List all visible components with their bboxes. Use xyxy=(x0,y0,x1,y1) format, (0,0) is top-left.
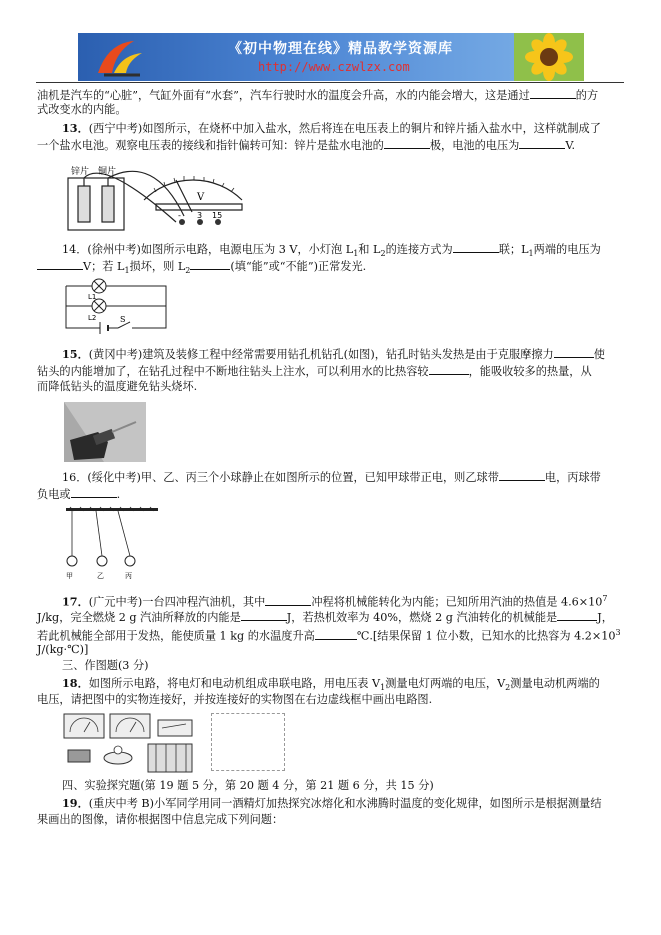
answer-blank xyxy=(37,258,83,270)
q12-line-2: 式改变水的内能。 xyxy=(37,103,127,116)
q17-text-g: ℃.[结果保留 1 位小数，已知水的比热容为 4.2×10 xyxy=(356,629,616,643)
q13-line-1 xyxy=(62,121,601,136)
answer-blank xyxy=(384,137,430,149)
meter-needle xyxy=(176,180,192,212)
q17-text-d: J，若热机效率为 40%，燃烧 2 g 汽油转化的机械能是 xyxy=(286,611,558,624)
meter-symbol: V xyxy=(197,192,205,203)
ball-label-jia: 甲 xyxy=(66,572,73,580)
q14-text: 14．(徐州中考)如图所示电路，电源电压为 3 V，小灯泡 L xyxy=(62,243,354,256)
q16-line-2 xyxy=(37,486,120,502)
q14-text-c: 的连接方式为 xyxy=(385,243,453,256)
q19-number: 19． xyxy=(62,796,89,810)
q14-text-f: V；若 L xyxy=(83,260,125,273)
answer-blank xyxy=(241,609,287,621)
q12-text: 油机是汽车的“心脏”，气缸外面有“水套”，汽车行驶时水的温度会升高，水的内能会增大，这是通过 xyxy=(37,89,530,102)
q14-text-e: 两端的电压为 xyxy=(533,243,601,256)
q18-line-2: 电压，请把图中的实物连接好，并按连接好的实物图在右边虚线框中画出电路图. xyxy=(37,693,433,706)
q17-text: (广元中考)一台四冲程汽油机，其中 xyxy=(88,595,266,609)
q17-line-1 xyxy=(62,592,608,610)
answer-blank xyxy=(499,469,545,481)
wire xyxy=(84,173,176,222)
q14-text-d: 联；L xyxy=(498,243,529,256)
q19-text: (重庆中考 B)小军同学用同一酒精灯加热探究冰熔化和水沸腾时温度的变化规律，如图所示是根据测量结 xyxy=(88,797,602,810)
q17-number: 17． xyxy=(62,594,89,609)
answer-blank xyxy=(71,486,117,498)
q16-text-d: . xyxy=(116,488,121,501)
subscript: 2 xyxy=(380,249,386,259)
answer-blank xyxy=(554,346,594,358)
section-3-heading: 三、作图题(3 分) xyxy=(62,659,149,672)
banner-url: http://www.czwlzx.com xyxy=(258,60,410,74)
logo-icon xyxy=(94,37,146,77)
q14-circuit-figure xyxy=(62,278,172,336)
q14-text-b: 和 L xyxy=(358,243,381,256)
q17-line-3 xyxy=(37,626,621,644)
q17-line-4: J/(kg·℃)] xyxy=(37,643,89,656)
subscript: 1 xyxy=(353,249,359,259)
sunflower-icon xyxy=(514,33,584,81)
voltmeter-1 xyxy=(64,714,104,738)
header-banner xyxy=(78,33,584,81)
q18-number: 18． xyxy=(62,676,89,690)
subscript: 1 xyxy=(528,249,534,259)
q15-text-c: 钻头的内能增加了，在钻孔过程中不断地往钻头上注水，可以利用水的比热容较 xyxy=(37,365,429,378)
q16-line-1 xyxy=(62,469,601,485)
q15-number: 15． xyxy=(62,347,89,361)
q13-text-d: V. xyxy=(565,139,576,152)
q14-text-h: (填“能”或“不能”)正常发光. xyxy=(230,260,367,273)
subscript: 2 xyxy=(505,683,511,693)
q15-text-b: 使 xyxy=(593,348,605,361)
q16-balls-figure xyxy=(62,504,162,584)
zinc-plate xyxy=(78,186,90,222)
answer-blank xyxy=(429,363,469,375)
superscript: 3 xyxy=(615,628,621,637)
answer-blank xyxy=(265,594,311,606)
q13-line-2 xyxy=(37,137,575,153)
zinc-label: 锌片 xyxy=(71,167,90,177)
q17-text-f: 若此机械能全部用于发热，能使质量 1 kg 的水温度升高 xyxy=(37,629,315,643)
motor xyxy=(68,750,90,762)
superscript: 7 xyxy=(602,594,608,603)
q15-line-1 xyxy=(62,346,605,362)
terminal-3: 3 xyxy=(197,211,203,220)
q17-text-e: J， xyxy=(597,611,613,624)
answer-blank xyxy=(453,241,499,253)
q14-text-g: 损坏，则 L xyxy=(129,260,186,273)
copper-plate xyxy=(102,186,114,222)
circuit-drawing-box xyxy=(211,713,285,771)
q12-text-end: 的方 xyxy=(575,89,599,102)
q15-line-2 xyxy=(37,363,592,379)
beaker xyxy=(68,178,124,230)
terminal-neg: - xyxy=(178,211,181,220)
lamp1-label: L1 xyxy=(88,293,97,301)
voltmeter-2 xyxy=(110,714,150,738)
answer-blank xyxy=(519,137,565,149)
q15-line-3: 而降低钻头的温度避免钻头烧坏. xyxy=(37,380,198,393)
subscript: 1 xyxy=(380,683,386,693)
q16-text-c: 负电或 xyxy=(37,488,71,501)
ball-label-bing: 丙 xyxy=(125,572,132,580)
q18-components-figure xyxy=(62,710,202,776)
banner-title: 《初中物理在线》精品教学资源库 xyxy=(228,41,453,57)
answer-blank xyxy=(190,258,230,270)
drill-photo xyxy=(64,402,146,462)
q13-text-b: 一个盐水电池。观察电压表的接线和指针偏转可知：锌片是盐水电池的 xyxy=(37,139,384,152)
switch-label: S xyxy=(120,315,126,324)
q15-text-d: ，能吸收较多的热量，从 xyxy=(468,365,592,378)
q12-line-1 xyxy=(37,87,598,103)
battery-pack xyxy=(148,744,192,772)
header-rule xyxy=(36,82,624,83)
q14-line-2 xyxy=(37,258,366,278)
subscript: 1 xyxy=(124,266,130,276)
meter-dial xyxy=(144,180,242,200)
copper-label: 铜片 xyxy=(98,167,117,177)
section-4-heading: 四、实验探究题(第 19 题 5 分，第 20 题 4 分，第 21 题 6 分，共 15 分) xyxy=(62,779,434,792)
subscript: 2 xyxy=(185,266,191,276)
terminal-15: 15 xyxy=(212,211,223,220)
q16-text: 16．(绥化中考)甲、乙、丙三个小球静止在如图所示的位置，已知甲球带正电，则乙球带 xyxy=(62,471,499,484)
q13-number: 13． xyxy=(62,121,89,135)
q19-line-2: 果画出的图像，请你根据图中信息完成下列问题： xyxy=(37,813,284,826)
answer-blank xyxy=(530,87,576,99)
q13-text-c: 极，电池的电压为 xyxy=(429,139,520,152)
q15-text: (黄冈中考)建筑及装修工程中经常需要用钻孔机钻孔(如图)，钻孔时钻头发热是由于克服摩擦力 xyxy=(88,348,554,361)
answer-blank xyxy=(557,609,597,621)
answer-blank xyxy=(315,628,357,640)
q19-line-1 xyxy=(62,796,602,811)
q18-text: 如图所示电路，将电灯和电动机组成串联电路，用电压表 V xyxy=(88,677,381,690)
q17-line-2 xyxy=(37,609,613,625)
q16-text-b: 电，丙球带 xyxy=(544,471,601,484)
q13-text: (西宁中考)如图所示，在烧杯中加入盐水，然后将连在电压表上的铜片和锌片插入盐水中，这样就制成了 xyxy=(88,122,601,135)
lamp2-label: L2 xyxy=(88,314,97,322)
ball-label-yi: 乙 xyxy=(97,572,104,580)
q13-figure xyxy=(64,160,254,234)
q18-text-b: 测量电灯两端的电压，V xyxy=(385,677,506,690)
q17-text-c: J/kg，完全燃烧 2 g 汽油所释放的内能是 xyxy=(37,611,241,624)
q18-text-c: 测量电动机两端的 xyxy=(510,677,600,690)
q17-text-b: 冲程将机械能转化为内能；已知所用汽油的热值是 4.6×10 xyxy=(311,595,603,609)
